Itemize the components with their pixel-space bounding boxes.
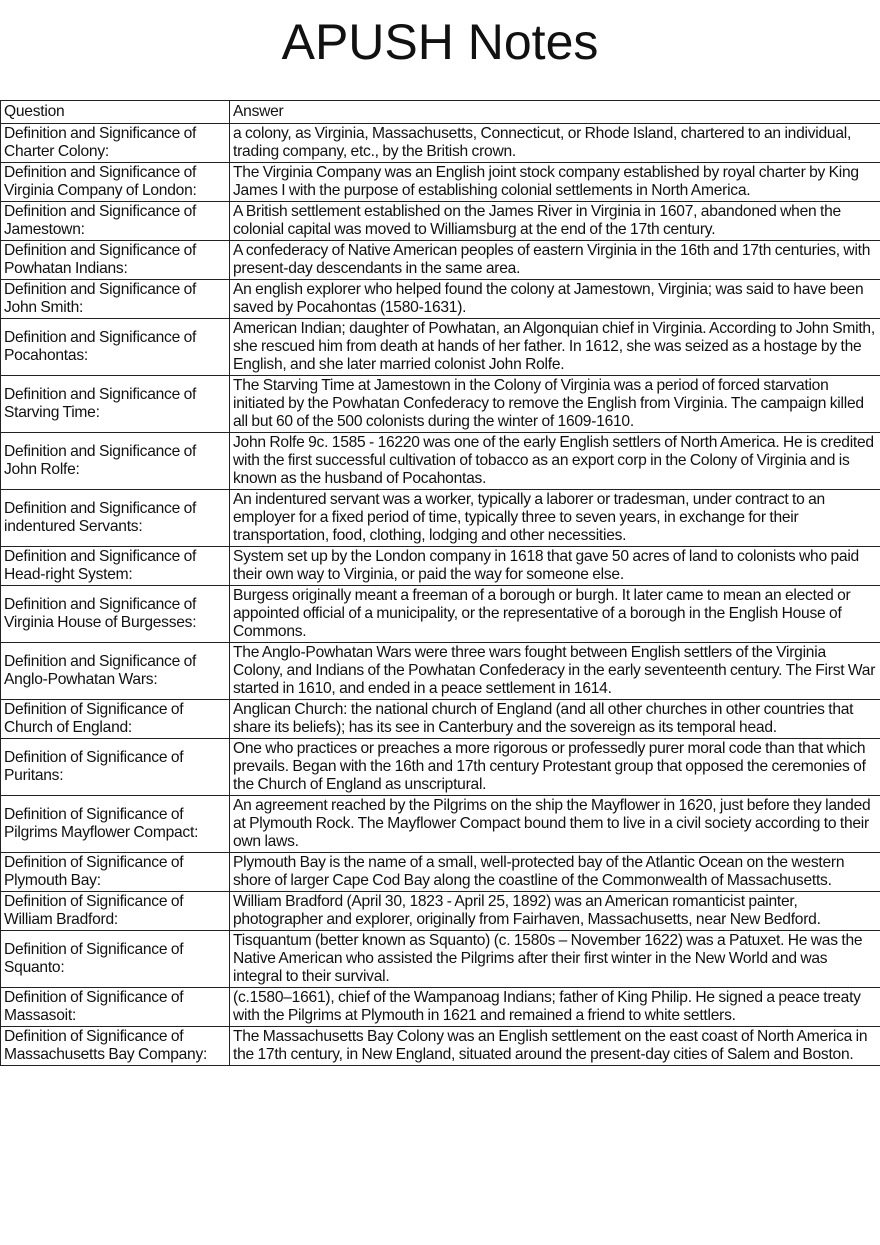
table-row [1,892,880,931]
answer-cell: Anglican Church: the national church of England (and all other churches in other countries that share its beliefs); has its see in Canterbury and the sovereign as its temporal head. [230,700,880,739]
table-row [1,124,880,163]
question-cell: Definition of Significance of Puritans: [1,739,230,796]
table-row [1,796,880,853]
question-cell: Definition and Significance of Powhatan Indians: [1,241,230,280]
table-row [1,739,880,796]
question-cell: Definition and Significance of Starving Time: [1,376,230,433]
column-header-question: Question [1,101,230,124]
table-row [1,931,880,988]
table-row [1,988,880,1027]
question-cell: Definition and Significance of Jamestown: [1,202,230,241]
table-row [1,853,880,892]
table-row [1,643,880,700]
question-cell: Definition of Significance of Squanto: [1,931,230,988]
answer-cell: A confederacy of Native American peoples of eastern Virginia in the 16th and 17th centuries, with present-day descendants in the same area. [230,241,880,280]
question-cell: Definition of Significance of Massasoit: [1,988,230,1027]
table-row [1,433,880,490]
question-cell: Definition and Significance of John Rolfe: [1,433,230,490]
answer-cell: An indentured servant was a worker, typically a laborer or tradesman, under contract to an employer for a fixed period of time, typically three to seven years, in exchange for their transportation, food, clothing, lodging and other necessities. [230,490,880,547]
table-row [1,163,880,202]
table-row [1,547,880,586]
table-row [1,319,880,376]
answer-cell: Burgess originally meant a freeman of a borough or burgh. It later came to mean an elected or appointed official of a municipality, or the representative of a borough in the English House of Commons. [230,586,880,643]
question-cell: Definition and Significance of Head-right System: [1,547,230,586]
table-row [1,202,880,241]
answer-cell: An agreement reached by the Pilgrims on the ship the Mayflower in 1620, just before they landed at Plymouth Rock. The Mayflower Compact bound them to live in a civil society according to their own laws. [230,796,880,853]
table-row [1,700,880,739]
question-cell: Definition of Significance of Church of England: [1,700,230,739]
question-cell: Definition and Significance of indentured Servants: [1,490,230,547]
answer-cell: The Massachusetts Bay Colony was an English settlement on the east coast of North America in the 17th century, in New England, situated around the present-day cities of Salem and Boston. [230,1027,880,1066]
table-row [1,1027,880,1066]
question-cell: Definition of Significance of Pilgrims Mayflower Compact: [1,796,230,853]
question-cell: Definition of Significance of Massachusetts Bay Company: [1,1027,230,1066]
table-row [1,241,880,280]
answer-cell: American Indian; daughter of Powhatan, an Algonquian chief in Virginia. According to John Smith, she rescued him from death at hands of her father. In 1612, she was seized as a hostage by the English, and she later married colonist John Rolfe. [230,319,880,376]
answer-cell: (c.1580–1661), chief of the Wampanoag Indians; father of King Philip. He signed a peace treaty with the Pilgrims at Plymouth in 1621 and remained a friend to white settlers. [230,988,880,1027]
page-title: APUSH Notes [281,14,599,70]
table-row [1,586,880,643]
table-row [1,280,880,319]
table-header-row [1,101,880,124]
question-cell: Definition and Significance of Virginia House of Burgesses: [1,586,230,643]
answer-cell: The Starving Time at Jamestown in the Colony of Virginia was a period of forced starvation initiated by the Powhatan Confederacy to remove the English from Virginia. The campaign killed all but 60 of the 500 colonists during the winter of 1609-1610. [230,376,880,433]
notes-table [0,100,880,1066]
question-cell: Definition of Significance of Plymouth Bay: [1,853,230,892]
question-cell: Definition and Significance of John Smith: [1,280,230,319]
column-header-answer: Answer [230,101,880,124]
answer-cell: John Rolfe 9c. 1585 - 16220 was one of the early English settlers of North America. He is credited with the first successful cultivation of tobacco as an export corp in the Colony of Virginia and is known as the husband of Pocahontas. [230,433,880,490]
answer-cell: One who practices or preaches a more rigorous or professedly purer moral code than that which prevails. Began with the 16th and 17th century Protestant group that opposed the ceremonies of the Church of England as unscriptural. [230,739,880,796]
answer-cell: Tisquantum (better known as Squanto) (c. 1580s – November 1622) was a Patuxet. He was the Native American who assisted the Pilgrims after their first winter in the New World and was integral to their survival. [230,931,880,988]
question-cell: Definition and Significance of Charter Colony: [1,124,230,163]
answer-cell: A British settlement established on the James River in Virginia in 1607, abandoned when the colonial capital was moved to Williamsburg at the end of the 17th century. [230,202,880,241]
answer-cell: Plymouth Bay is the name of a small, well-protected bay of the Atlantic Ocean on the western shore of larger Cape Cod Bay along the coastline of the Commonwealth of Massachusetts. [230,853,880,892]
table-row [1,376,880,433]
table-row [1,490,880,547]
question-cell: Definition of Significance of William Bradford: [1,892,230,931]
question-cell: Definition and Significance of Pocahontas: [1,319,230,376]
answer-cell: The Anglo-Powhatan Wars were three wars fought between English settlers of the Virginia Colony, and Indians of the Powhatan Confederacy in the early seventeenth century. The First War started in 1610, and ended in a peace settlement in 1614. [230,643,880,700]
question-cell: Definition and Significance of Virginia Company of London: [1,163,230,202]
answer-cell: The Virginia Company was an English joint stock company established by royal charter by King James I with the purpose of establishing colonial settlements in North America. [230,163,880,202]
answer-cell: William Bradford (April 30, 1823 - April 25, 1892) was an American romanticist painter, photographer and explorer, originally from Fairhaven, Massachusetts, near New Bedford. [230,892,880,931]
answer-cell: System set up by the London company in 1618 that gave 50 acres of land to colonists who paid their own way to Virginia, or paid the way for someone else. [230,547,880,586]
question-cell: Definition and Significance of Anglo-Powhatan Wars: [1,643,230,700]
answer-cell: a colony, as Virginia, Massachusetts, Connecticut, or Rhode Island, chartered to an individual, trading company, etc., by the British crown. [230,124,880,163]
answer-cell: An english explorer who helped found the colony at Jamestown, Virginia; was said to have been saved by Pocahontas (1580-1631). [230,280,880,319]
